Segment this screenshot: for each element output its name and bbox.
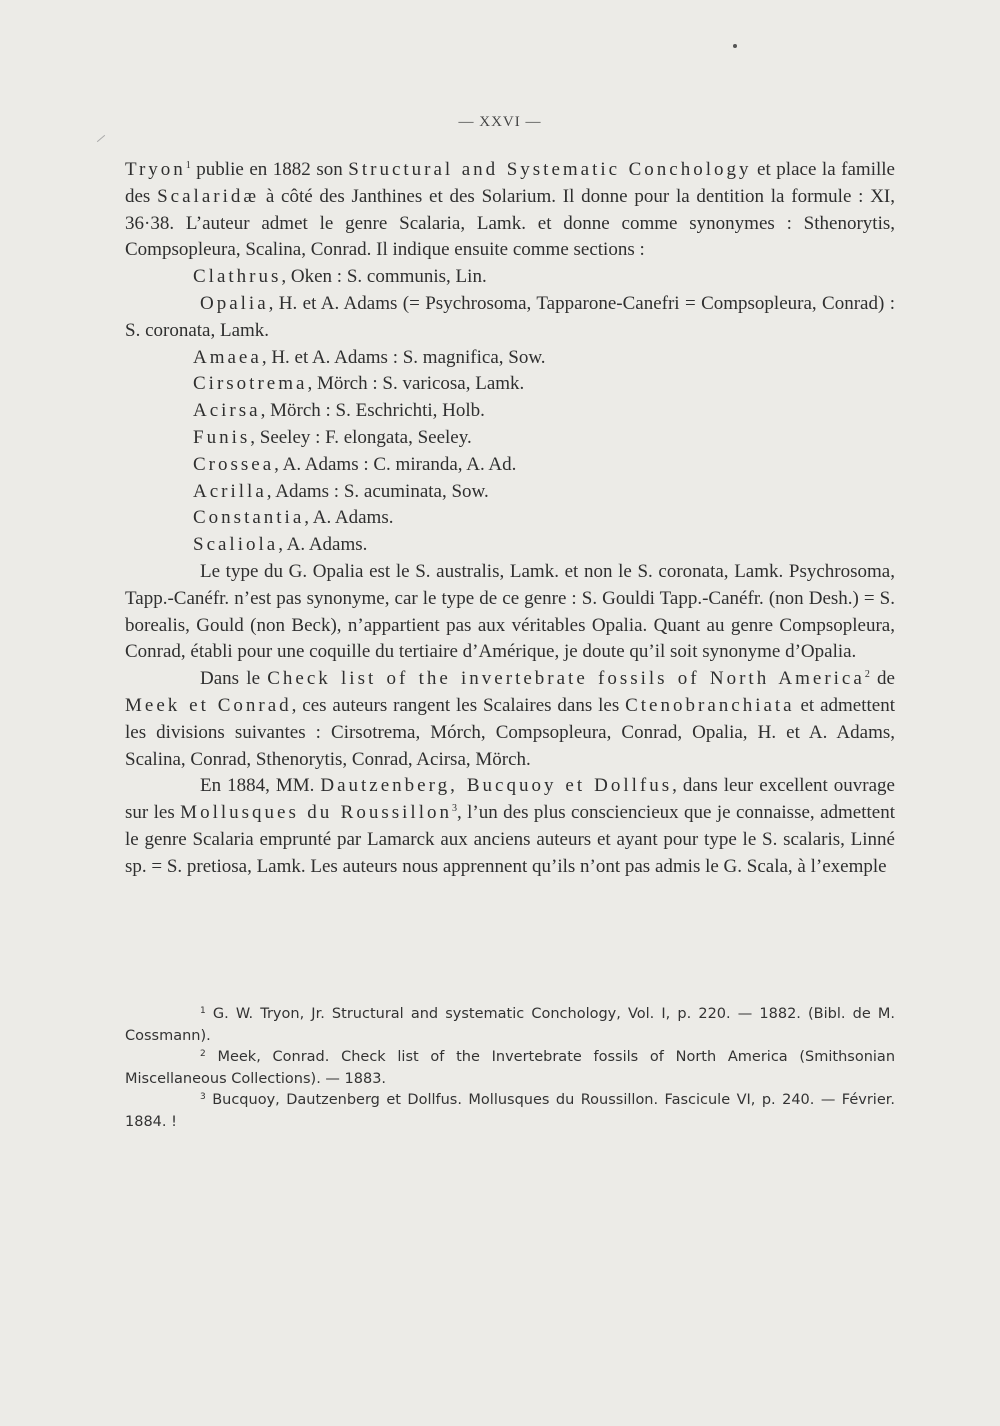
section-detail: , Seeley : F. elongata, Seeley. — [250, 426, 472, 448]
footnotes — [125, 1004, 895, 1133]
section-name: Scaliola — [193, 534, 279, 556]
footnote-number: 3 — [200, 1092, 206, 1102]
footnote-number: 2 — [200, 1049, 206, 1059]
section-name: Constantia — [193, 507, 305, 529]
text: et place la famille des — [125, 159, 895, 207]
section-detail: , Oken : S. communis, Lin. — [281, 266, 487, 288]
footnote-ref: 2 — [864, 669, 870, 681]
paragraph-roussillon — [125, 773, 895, 880]
section-detail: , A. Adams. — [278, 534, 368, 556]
family-name: Scalaridæ — [157, 185, 260, 207]
section-item — [125, 264, 895, 291]
section-item — [125, 398, 895, 425]
section-detail: , Adams : S. acuminata, Sow. — [266, 480, 489, 502]
section-name: Funis — [193, 426, 251, 448]
section-item — [125, 479, 895, 506]
work-title: Check list of the invertebrate fossils of North America — [267, 668, 865, 690]
footnote-ref: 1 — [185, 160, 191, 171]
section-detail: , Mörch : S. varicosa, Lamk. — [307, 373, 525, 395]
text: En 1884, MM. — [200, 775, 321, 797]
section-name: Crossea — [193, 453, 275, 475]
page-header: — XXVI — — [458, 114, 542, 130]
main-text — [125, 157, 895, 881]
section-item — [125, 345, 895, 372]
text: publie en 1882 son — [190, 159, 349, 180]
section-name: Opalia — [200, 292, 269, 314]
text: , ces auteurs rangent les Scalaires dans les — [291, 694, 626, 716]
footnote — [125, 1047, 895, 1090]
section-name: Acirsa — [193, 400, 261, 422]
section-name: Cirsotrema — [193, 373, 308, 395]
paragraph-tryon — [125, 157, 895, 264]
text: , dans leur excellent ouvrage sur les — [125, 775, 895, 824]
footnote-text: Bucquoy, Dautzenberg et Dollfus. Mollusques du Roussillon. Fascicule VI, p. 240. — Février. 1884. ! — [125, 1092, 895, 1130]
section-name: Acrilla — [193, 480, 267, 502]
section-item — [125, 532, 895, 559]
ink-dot — [733, 44, 737, 48]
section-detail: , Mörch : S. Eschrichti, Holb. — [260, 400, 485, 422]
footnote-text: Meek, Conrad. Check list of the Invertebrate fossils of North America (Smithsonian Miscellaneous Collections). — 1883. — [125, 1049, 896, 1087]
section-name: Clathrus — [193, 266, 282, 288]
section-item — [125, 452, 895, 479]
section-name: Amaea — [193, 346, 262, 368]
footnote-text: G. W. Tryon, Jr. Structural and systematic Conchology, Vol. I, p. 220. — 1882. (Bibl. de M. Cossmann). — [125, 1006, 895, 1044]
author-name: Dautzenberg, Bucquoy et Dollfus — [320, 775, 673, 797]
author-name: Tryon — [125, 159, 186, 180]
author-name: Meek et Conrad — [125, 694, 292, 716]
section-item — [125, 425, 895, 452]
text: à côté des Janthines et des Solarium. Il donne pour la dentition la formule : XI, 36·38. L’auteur admet le genre Scalaria, Lamk. et donne comme synonymes : Sthenorytis, Compsopleura, Scalina, Conrad. Il indique ensuite comme sections : — [125, 185, 896, 261]
footnote-ref: 3 — [451, 803, 457, 815]
work-title: Mollusques du Roussillon — [180, 802, 452, 824]
footnote — [125, 1004, 895, 1047]
footnote-number: 1 — [200, 1006, 206, 1016]
section-item — [125, 371, 895, 398]
pencil-mark — [97, 135, 105, 142]
text: et admettent les divisions suivantes : Cirsotrema, Mórch, Compsopleura, Conrad, Opalia, H. et A. Adams, Scalina, Conrad, Sthenorytis, Conrad, Acirsa, Mörch. — [125, 694, 895, 770]
section-detail: , A. Adams. — [304, 507, 394, 529]
section-detail: , H. et A. Adams (= Psychrosoma, Tapparone-Canefri = Compsopleura, Conrad) : S. coronata, Lamk. — [125, 292, 895, 341]
paragraph-opalia-type: Le type du G. Opalia est le S. australis, Lamk. et non le S. coronata, Lamk. Psychrosoma, Tapp.-Canéfr. n’est pas synonyme, car le type de ce genre : S. Gouldi Tapp.-Canéfr. (non Desh.) = S. borealis, Gould (non Beck), n’appartient pas aux véritables Opalia. Quant au genre Compsopleura, Conrad, établi pour une coquille du tertiaire d’Amérique, je doute qu’il soit synonyme d’Opalia. — [125, 560, 895, 663]
text: de — [869, 668, 895, 690]
section-detail: , H. et A. Adams : S. magnifica, Sow. — [261, 346, 546, 368]
footnote — [125, 1090, 895, 1133]
work-title: Structural and Systematic Conchology — [348, 159, 752, 180]
section-item — [125, 291, 895, 345]
text: , l’un des plus consciencieux que je connaisse, admettent le genre Scalaria emprunté par Lamarck aux anciens auteurs et ayant pour type le S. scalaris, Linné sp. = S. pretiosa, Lamk. Les auteurs nous apprennent qu’ils n’ont pas admis le G. Scala, à l’exemple — [125, 802, 895, 877]
section-detail: , A. Adams : C. miranda, A. Ad. — [274, 453, 517, 475]
taxon-name: Ctenobranchiata — [625, 694, 795, 716]
section-item — [125, 505, 895, 532]
paragraph-check-list — [125, 666, 895, 773]
text: Dans le — [200, 668, 268, 690]
